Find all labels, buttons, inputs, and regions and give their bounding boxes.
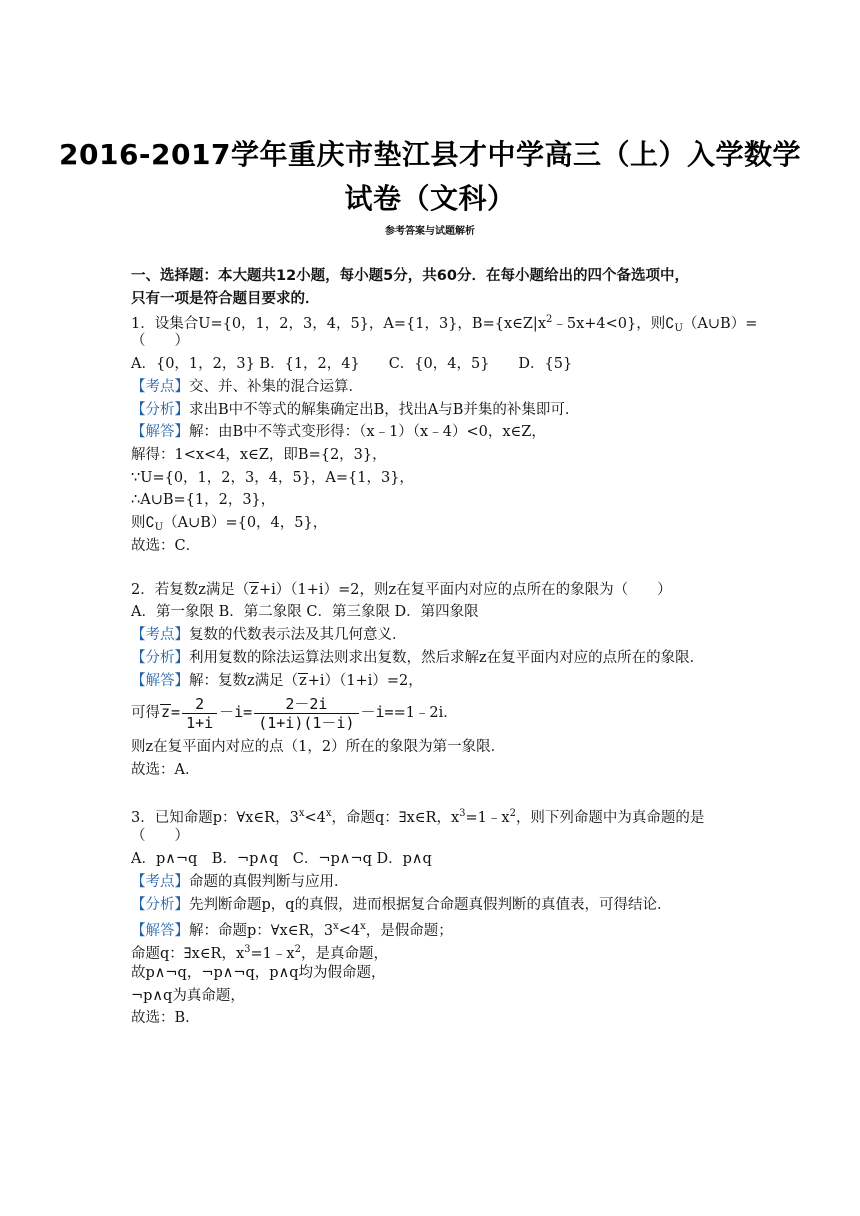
q2-conclusion: 故选：A． bbox=[131, 762, 200, 778]
exponent-2: 2 bbox=[294, 944, 301, 955]
minus-i: －i= bbox=[360, 703, 394, 721]
kaodian-tag: 【考点】 bbox=[131, 627, 189, 643]
q2-step-1: 则z在复平面内对应的点（1，2）所在的象限为第一象限． bbox=[131, 739, 506, 755]
q1-answer-paren: （ ） bbox=[131, 333, 189, 349]
page-title-line-1: 2016-2017学年重庆市垫江县才中学高三（上）入学数学 bbox=[59, 138, 801, 171]
q1-fenxi bbox=[131, 400, 579, 420]
q3-stem-part: 3．已知命题p：∀x∈R，3 bbox=[131, 810, 299, 826]
exponent-x: x bbox=[325, 808, 332, 819]
q1-kaodian bbox=[131, 377, 363, 397]
minus-i: －i= bbox=[219, 703, 253, 721]
fraction-2 bbox=[254, 695, 358, 732]
q3-step-1-part: 命题q：∃x∈R，x bbox=[131, 946, 245, 962]
q2-jieda bbox=[131, 671, 423, 691]
fraction-2-numerator: 2－2i bbox=[254, 695, 358, 714]
q1-step-3: ∴A∪B={1，2，3}， bbox=[131, 492, 276, 508]
q1-step-4-part: 则∁ bbox=[131, 515, 155, 531]
q2-stem bbox=[131, 580, 672, 600]
q1-stem-part: ﹣5x+4<0}，则∁ bbox=[552, 316, 675, 332]
page-title-line-2: 试卷（文科） bbox=[344, 182, 516, 215]
equation-result: =1﹣2i． bbox=[393, 705, 458, 721]
fraction-1 bbox=[182, 695, 217, 732]
q2-fenxi bbox=[131, 648, 704, 668]
jieda-tag: 【解答】 bbox=[131, 673, 189, 689]
q3-step-2: 故p∧¬q，¬p∧¬q，p∧q均为假命题， bbox=[131, 965, 386, 981]
q3-jieda-part: 解：命题p：∀x∈R，3 bbox=[189, 923, 334, 939]
q2-kaodian-text: 复数的代数表示法及其几何意义． bbox=[189, 627, 407, 643]
q3-stem-part: =1﹣x bbox=[465, 810, 510, 826]
q3-step-1-part: =1﹣x bbox=[250, 946, 295, 962]
q1-conclusion: 故选：C． bbox=[131, 538, 201, 554]
q3-jieda-part: <4 bbox=[338, 923, 361, 939]
section-heading-line-1: 一、选择题：本大题共12小题，每小题5分，共60分．在每小题给出的四个备选项中， bbox=[131, 268, 689, 284]
q1-kaodian-text: 交、并、补集的混合运算． bbox=[189, 379, 363, 395]
q1-stem-part: 1．设集合U={0，1，2，3，4，5}，A={1，3}，B={x∈Z|x bbox=[131, 316, 546, 332]
q1-stem bbox=[131, 310, 757, 339]
q1-step-4-subscript: U bbox=[154, 522, 164, 533]
q3-kaodian bbox=[131, 872, 349, 892]
q2-jieda-part: 解：复数z满足（ bbox=[189, 673, 299, 689]
q1-jieda bbox=[131, 422, 546, 442]
q3-options: A．p∧¬q B．¬p∧q C．¬p∧¬q D．p∧q bbox=[131, 851, 432, 867]
section-heading-line-2: 只有一项是符合题目要求的． bbox=[131, 291, 320, 307]
q3-conclusion: 故选：B． bbox=[131, 1010, 200, 1026]
q3-step-1 bbox=[131, 940, 388, 964]
jieda-tag: 【解答】 bbox=[131, 923, 189, 939]
q1-fenxi-text: 求出B中不等式的解集确定出B，找出A与B并集的补集即可． bbox=[189, 402, 580, 418]
q3-step-3: ¬p∧q为真命题， bbox=[131, 988, 245, 1004]
q1-step-4 bbox=[131, 513, 327, 538]
q2-equation bbox=[131, 692, 458, 733]
q1-step-2: ∵U={0，1，2，3，4，5}，A={1，3}， bbox=[131, 470, 414, 486]
fenxi-tag: 【分析】 bbox=[131, 402, 189, 418]
q3-stem-part: ，命题q：∃x∈R，x bbox=[331, 810, 460, 826]
q3-fenxi bbox=[131, 895, 672, 915]
q1-exponent: 2 bbox=[546, 314, 553, 325]
kaodian-tag: 【考点】 bbox=[131, 379, 189, 395]
q3-jieda bbox=[131, 917, 453, 941]
fenxi-tag: 【分析】 bbox=[131, 897, 189, 913]
fenxi-tag: 【分析】 bbox=[131, 650, 189, 666]
fraction-1-denominator: 1+i bbox=[186, 713, 214, 732]
q1-step-1: 解得：1<x<4，x∈Z，即B={2，3}， bbox=[131, 447, 387, 463]
q2-jieda-part: +i）（1+i）=2， bbox=[307, 673, 423, 689]
exponent-2: 2 bbox=[509, 808, 516, 819]
q2-stem-part: 2．若复数z满足（ bbox=[131, 582, 250, 598]
fraction-1-numerator: 2 bbox=[182, 695, 217, 714]
q1-stem-part: （A∪B）= bbox=[682, 316, 758, 332]
exponent-3: 3 bbox=[459, 808, 466, 819]
exponent-x: x bbox=[360, 921, 366, 932]
q3-step-1-part: ，是真命题， bbox=[300, 946, 388, 962]
q3-stem bbox=[131, 804, 704, 828]
jieda-tag: 【解答】 bbox=[131, 424, 189, 440]
q1-options: A．{0，1，2，3} B．{1，2，4} C．{0，4，5} D．{5} bbox=[131, 356, 573, 372]
q3-stem-part: ，则下列命题中为真命题的是 bbox=[515, 810, 705, 826]
q2-stem-part: +i）（1+i）=2，则z在复平面内对应的点所在的象限为（ ） bbox=[259, 582, 672, 598]
q3-jieda-part: ，是假命题； bbox=[365, 923, 453, 939]
kaodian-tag: 【考点】 bbox=[131, 874, 189, 890]
exponent-x: x bbox=[333, 921, 339, 932]
q3-stem-part: <4 bbox=[304, 810, 326, 826]
q3-fenxi-text: 先判断命题p，q的真假，进而根据复合命题真假判断的真值表，可得结论． bbox=[189, 897, 672, 913]
exponent-3: 3 bbox=[244, 944, 251, 955]
fraction-2-denominator: (1+i)(1－i) bbox=[258, 713, 355, 732]
z-conjugate: z bbox=[299, 673, 307, 689]
exponent-x: x bbox=[298, 808, 305, 819]
z-conjugate: z bbox=[161, 703, 171, 721]
z-conjugate: z bbox=[250, 582, 259, 598]
q1-jieda-text: 解：由B中不等式变形得：（x﹣1）（x﹣4）<0，x∈Z， bbox=[189, 424, 546, 440]
q2-fenxi-text: 利用复数的除法运算法则求出复数，然后求解z在复平面内对应的点所在的象限． bbox=[189, 650, 705, 666]
q2-options: A．第一象限 B．第二象限 C．第三象限 D．第四象限 bbox=[131, 604, 479, 620]
equation-prefix: 可得 bbox=[131, 705, 160, 721]
q1-step-4-part: （A∪B）={0，4，5}， bbox=[163, 515, 328, 531]
q3-answer-paren: （ ） bbox=[131, 828, 189, 844]
q3-kaodian-text: 命题的真假判断与应用． bbox=[189, 874, 349, 890]
q1-subscript: U bbox=[674, 323, 683, 334]
q2-kaodian bbox=[131, 625, 407, 645]
equals-sign: = bbox=[171, 703, 181, 721]
page-subtitle: 参考答案与试题解析 bbox=[385, 226, 475, 237]
